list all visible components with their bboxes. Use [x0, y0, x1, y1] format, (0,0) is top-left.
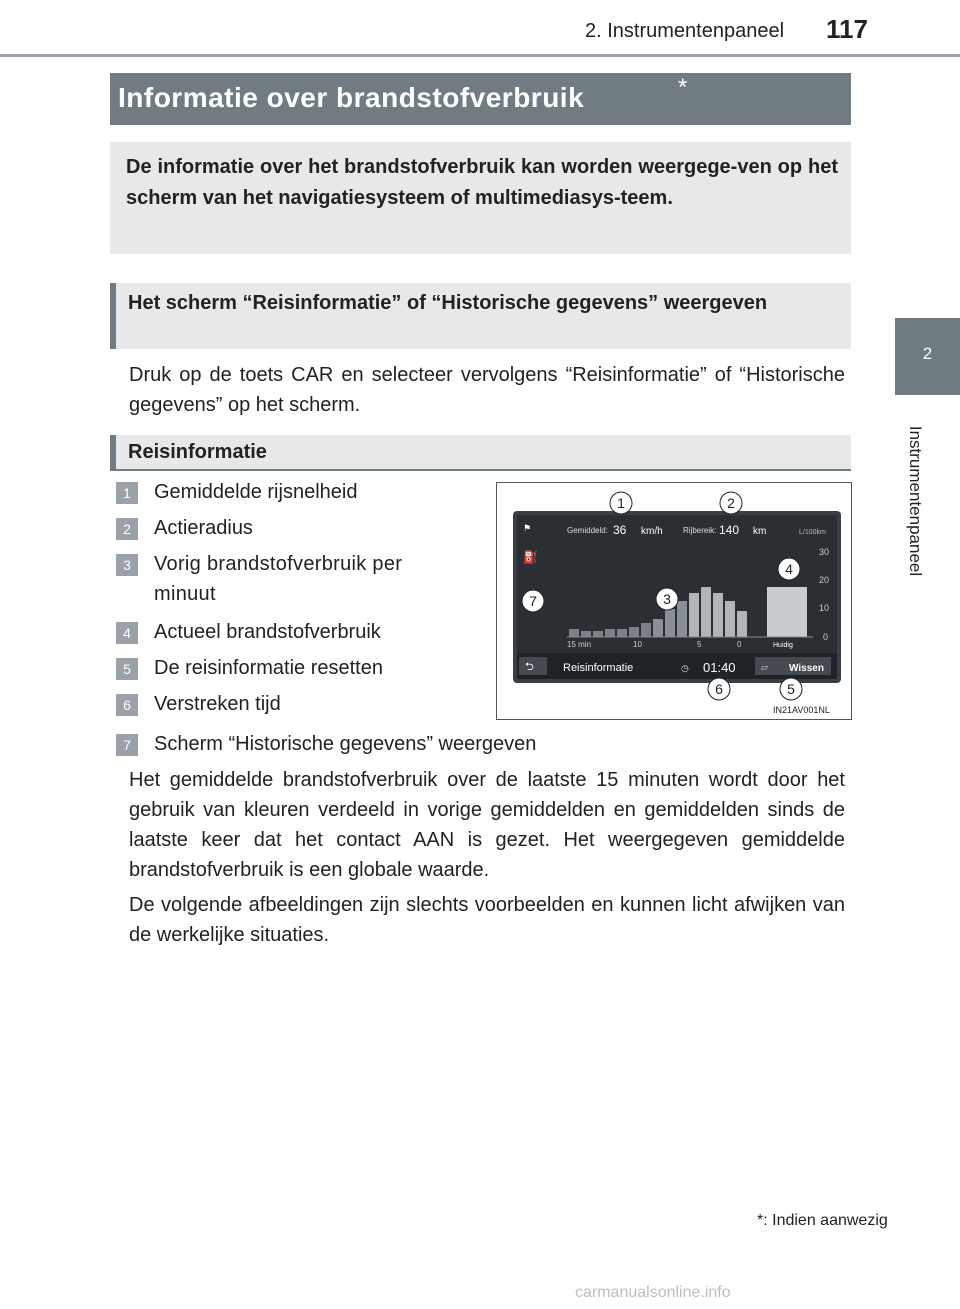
- flag-icon: ⚑: [523, 524, 532, 534]
- bar: [581, 631, 591, 637]
- item-number: 1: [116, 482, 138, 504]
- instruction-text: Druk op de toets CAR en selecteer vervolgens “Reisinformatie” of “Historische gegevens” op het scherm.: [129, 364, 845, 416]
- header-divider: [0, 54, 960, 57]
- subsection-heading-box: [110, 283, 851, 349]
- page-number: 117: [826, 14, 868, 44]
- bar: [629, 627, 639, 637]
- current-label: Huidig: [773, 642, 793, 649]
- item-label: De reisinformatie resetten: [154, 657, 383, 679]
- y-tick: 10: [819, 603, 830, 613]
- item-label: Scherm “Historische gegevens” weergeven: [154, 733, 537, 755]
- optional-marker: *: [678, 74, 688, 101]
- x-label: 10: [633, 640, 642, 649]
- item-label: Vorig brandstofverbruik per minuut: [154, 553, 403, 605]
- item-label: Verstreken tijd: [154, 693, 281, 715]
- bar: [677, 601, 687, 637]
- paragraph-2: De volgende afbeeldingen zijn slechts voorbeelden en kunnen licht afwijken van de werkelijke situaties.: [129, 894, 845, 946]
- elapsed-time: 01:40: [703, 660, 736, 675]
- range-unit: km: [753, 526, 767, 537]
- item-label: Actueel brandstofverbruik: [154, 621, 381, 643]
- avg-label: Gemiddeld:: [567, 526, 608, 535]
- page-title-bar: [110, 73, 851, 125]
- footnote-marker: *: [757, 1212, 764, 1229]
- item-number: 2: [116, 518, 138, 540]
- bar: [713, 593, 723, 637]
- fuel-pump-icon: ⛽: [523, 550, 538, 564]
- bar: [641, 623, 651, 637]
- item-number: 7: [116, 734, 138, 756]
- reset-label: Wissen: [789, 663, 824, 674]
- callout-number: 6: [715, 681, 723, 697]
- callout-number: 7: [529, 593, 537, 609]
- display-figure: [496, 482, 852, 720]
- item-label: Actieradius: [154, 517, 253, 539]
- item-number: 4: [116, 622, 138, 644]
- callout-number: 4: [785, 561, 793, 577]
- callout-number: 2: [727, 495, 735, 511]
- bar: [665, 609, 675, 637]
- footnote-text: : Indien aanwezig: [763, 1212, 888, 1229]
- avg-unit: km/h: [641, 526, 663, 537]
- current-bar: [767, 587, 807, 637]
- back-arrow-icon: ⮌: [525, 660, 534, 673]
- callout-number: 5: [787, 681, 795, 697]
- range-value: 140: [719, 523, 740, 537]
- bar: [617, 629, 627, 637]
- page-title: Informatie over brandstofverbruik: [118, 82, 585, 113]
- screen-title: Reisinformatie: [563, 662, 634, 674]
- bar: [653, 619, 663, 637]
- item-label: Gemiddelde rijsnelheid: [154, 481, 358, 503]
- reisinformatie-heading-box: [110, 435, 851, 471]
- avg-value: 36: [613, 523, 627, 537]
- bar: [689, 593, 699, 637]
- x-label: 15 min: [567, 640, 592, 649]
- eraser-icon: ▱: [761, 663, 768, 673]
- item-number: 6: [116, 694, 138, 716]
- x-label: 0: [737, 640, 742, 649]
- section-header: 2. Instrumentenpaneel: [585, 20, 785, 42]
- bar: [569, 629, 579, 637]
- range-label: Rijbereik:: [683, 526, 717, 535]
- bar: [593, 631, 603, 637]
- y-tick: 30: [819, 547, 830, 557]
- bar: [725, 601, 735, 637]
- subsection-heading: Het scherm “Reisinformatie” of “Historische gegevens” weergeven: [128, 292, 768, 314]
- intro-text: De informatie over het brandstofverbruik kan worden weergege-ven op het scherm van het navigatiesysteem of multimediasys-teem.: [126, 156, 838, 209]
- bar: [701, 587, 711, 637]
- item-number: 3: [116, 554, 138, 576]
- callout-number: 1: [617, 495, 625, 511]
- footnote: [757, 1212, 888, 1230]
- watermark: carmanualsonline.info: [575, 1284, 731, 1301]
- unit-label: L/100km: [799, 529, 826, 536]
- figure-code: IN21AV001NL: [773, 705, 830, 715]
- intro-box: [110, 142, 851, 254]
- reisinformatie-heading: Reisinformatie: [128, 441, 267, 463]
- chapter-label: [900, 405, 925, 595]
- paragraph-1: Het gemiddelde brandstofverbruik over de laatste 15 minuten wordt door het gebruik van kleuren verdeeld in vorige gemiddelden en gemiddelden sinds de laatste keer dat het contact AAN is gezet. Het weergegeven gemiddelde brandstofverbruik is een globale waarde.: [129, 769, 845, 881]
- y-tick: 0: [823, 632, 829, 642]
- item-number: 5: [116, 658, 138, 680]
- y-tick: 20: [819, 575, 830, 585]
- x-label: 5: [697, 640, 702, 649]
- callout-number: 3: [663, 591, 671, 607]
- bar: [737, 611, 747, 637]
- bar: [605, 629, 615, 637]
- display-illustration: [497, 483, 851, 719]
- chapter-label-text: Instrumentenpaneel: [906, 425, 925, 577]
- chapter-tab: 2: [895, 318, 960, 395]
- clock-icon: ◷: [681, 664, 689, 674]
